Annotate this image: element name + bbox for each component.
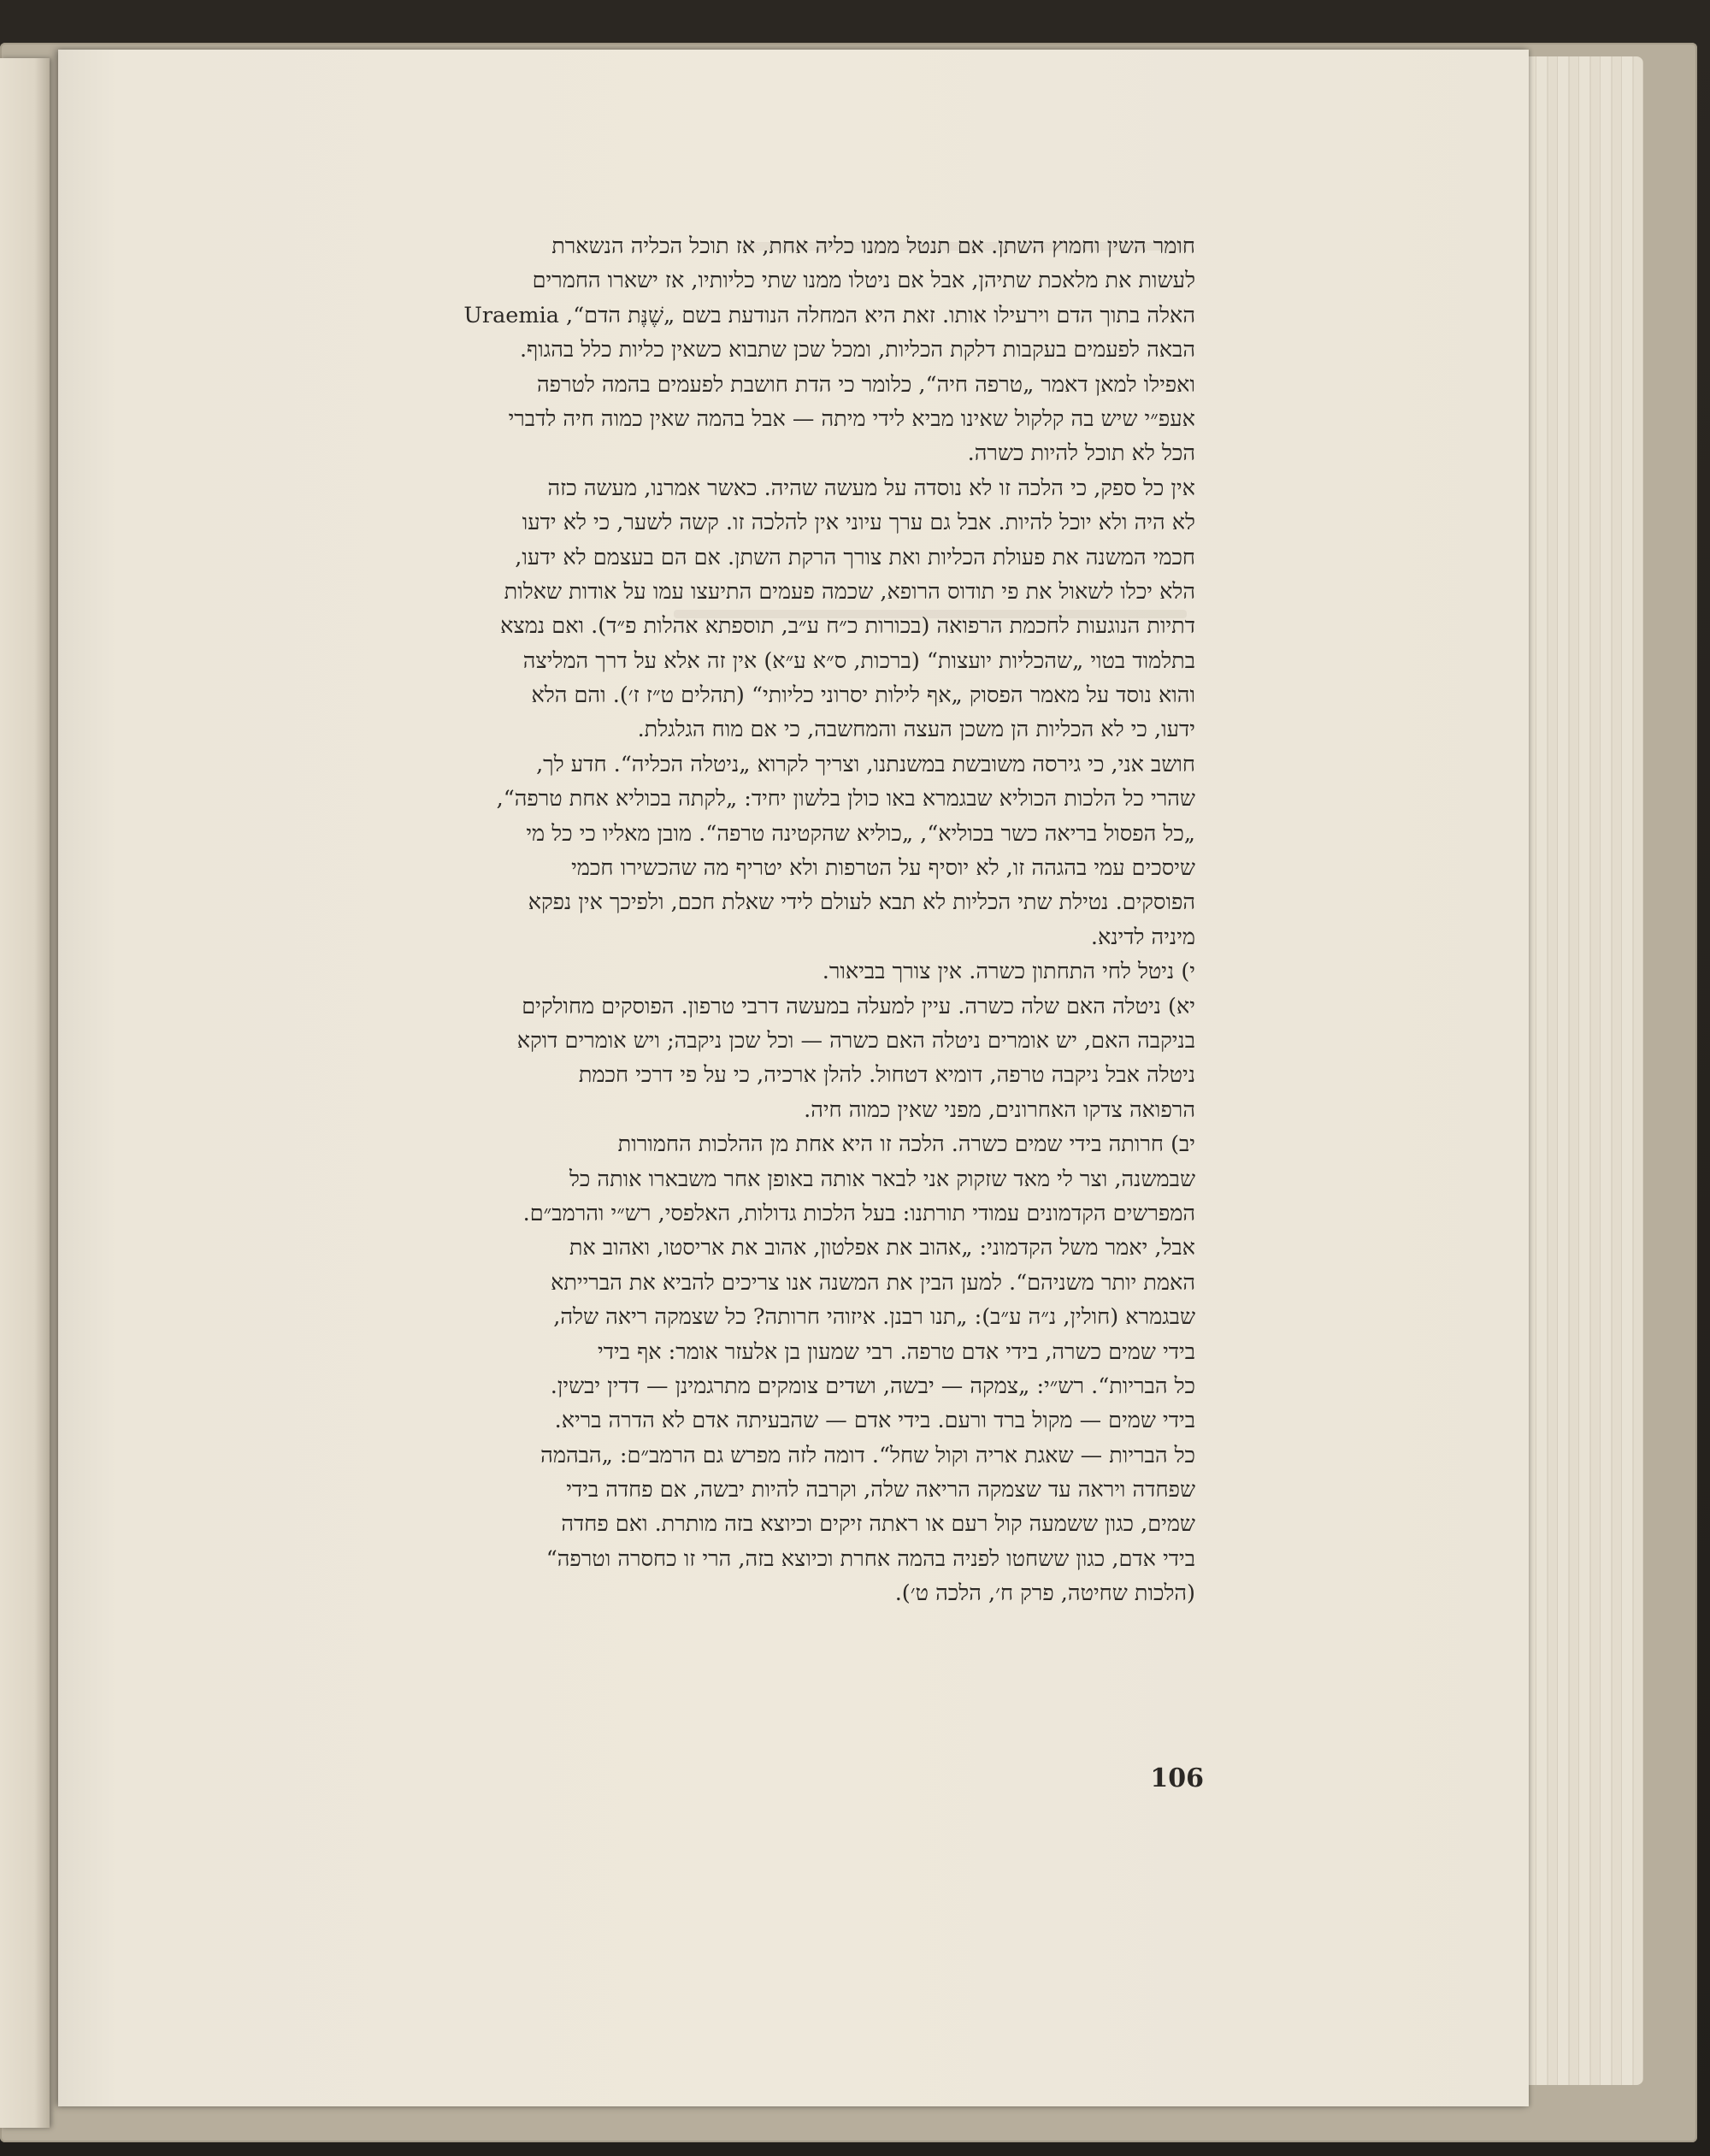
text-line: לא היה ולא יוכל להיות. אבל גם ערך עיוני אין להלכה זו. קשה לשער, כי לא ידעו bbox=[522, 510, 1195, 536]
text-line: חומר השין וחמוץ השתן. אם תנטל ממנו כליה אחת, אז תוכל הכליה הנשארת bbox=[551, 233, 1195, 259]
text-line: שפחדה ויראה עד שצמקה הריאה שלה, וקרבה להיות יבשה, אם פחדה בידי bbox=[566, 1477, 1195, 1503]
text-line: אבל, יאמר משל הקדמוני: „אהוב את אפלטון, אהוב את אריסטו, ואהוב את bbox=[569, 1235, 1195, 1261]
text-line: ניטלה אבל ניקבה טרפה, דומיא דטחול. להלן ארכיה, כי על פי דרכי חכמת bbox=[578, 1062, 1195, 1089]
text-line: שיסכים עמי בהגהה זו, לא יוסיף על הטרפות ולא יטריף מה שהכשירו חכמי bbox=[571, 855, 1195, 882]
text-line: מיניה לדינא. bbox=[1090, 924, 1195, 950]
text-line: בתלמוד בטוי „שהכליות יועצות“ (ברכות, ס״א ע״א) אין זה אלא על דרך המליצה bbox=[522, 647, 1195, 674]
text-line: יא) ניטלה האם שלה כשרה. עיין למעלה במעשה דרבי טרפון. הפוסקים מחולקים bbox=[522, 993, 1195, 1019]
text-line: הפוסקים. נטילת שתי הכליות לא תבא לעולם לידי שאלת חכם, ולפיכך אין נפקא bbox=[528, 889, 1195, 916]
text-line: כל הבריות — שאגת אריה וקול שחל“. דומה לזה מפרש גם הרמב״ם: „הבהמה bbox=[540, 1442, 1195, 1468]
text-line: כל הבריות“. רש״י: „צמקה — יבשה, ושדים צומקים מתרגמינן — דדין יבשין. bbox=[550, 1373, 1195, 1399]
text-line: י) ניטל לחי התחתון כשרה. אין צורך בביאור. bbox=[822, 959, 1195, 985]
text-line: יב) חרותה בידי שמים כשרה. הלכה זו היא אחת מן ההלכות החמורות bbox=[617, 1131, 1195, 1158]
text-line: והוא נוסד על מאמר הפסוק „אף לילות יסרוני כליותי“ (תהלים ט״ז ז׳). והם הלא bbox=[531, 682, 1195, 709]
text-line: בידי שמים כשרה, בידי אדם טרפה. רבי שמעון בן אלעזר אומר: אף בידי bbox=[598, 1338, 1195, 1365]
text-line: שהרי כל הלכות הכוליא שבגמרא באו כולן בלשון יחיד: „לקתה בכוליא אחת טרפה“, bbox=[496, 786, 1195, 812]
text-line: שבגמרא (חולין, נ״ה ע״ב): „תנו רבנן. איזוהי חרותה? כל שצמקה ריאה שלה, bbox=[553, 1304, 1195, 1331]
text-line: חושב אני, כי גירסה משובשת במשנתנו, וצריך לקרוא „ניטלה הכליה“. חדע לך, bbox=[536, 751, 1195, 777]
text-line: הרפואה צדקו האחרונים, מפני שאין כמוה חיה. bbox=[804, 1096, 1195, 1123]
text-line: בניקבה האם, יש אומרים ניטלה האם כשרה — וכל שכן ניקבה; ויש אומרים דוקא bbox=[516, 1027, 1195, 1054]
text-line: האמת יותר משניהם“. למען הבין את המשנה אנו צריכים להביא את הברייתא bbox=[551, 1269, 1195, 1296]
page-text bbox=[203, 229, 1195, 1611]
text-line: „כל הפסול בריאה כשר בכוליא“, „כוליא שהקטינה טרפה“. מובן מאליו כי כל מי bbox=[526, 820, 1195, 847]
text-line: חכמי המשנה את פעולת הכליות ואת צורך הרקת השתן. אם הם בעצמם לא ידעו, bbox=[515, 544, 1195, 570]
book-page bbox=[58, 50, 1529, 2106]
text-line: בידי שמים — מקול ברד ורעם. בידי אדם — שהבעיתה אדם לא הדרה בריא. bbox=[554, 1408, 1195, 1434]
text-line: ואפילו למאן דאמר „טרפה חיה“, כלומר כי הדת חושבת לפעמים בהמה לטרפה bbox=[536, 371, 1195, 398]
text-line: הבאה לפעמים בעקבות דלקת הכליות, ומכל שכן שתבוא כשאין כליות כלל בהגוף. bbox=[519, 337, 1195, 363]
text-line: הלא יכלו לשאול את פי תודוס הרופא, שכמה פעמים התיעצו עמו על אודות שאלות bbox=[504, 578, 1195, 605]
text-line: דתיות הנוגעות לחכמת הרפואה (בכורות כ״ח ע״ב, תוספתא אהלות פ״ד). ואם נמצא bbox=[500, 613, 1195, 640]
text-line: שמים, כגון ששמעה קול רעם או ראתה זיקים וכיוצא בזה מותרת. ואם פחדה bbox=[561, 1511, 1195, 1538]
text-line: הכל לא תוכל להיות כשרה. bbox=[967, 440, 1195, 467]
text-line: ידעו, כי לא הכליות הן משכן העצה והמחשבה, כי אם מוח הגלגלת. bbox=[637, 717, 1195, 743]
left-page-edge bbox=[0, 58, 50, 2128]
text-line: בידי אדם, כגון ששחטו לפניה בהמה אחרת וכיוצא בזה, הרי זו כחסרה וטרפה“ bbox=[545, 1545, 1195, 1572]
text-line: שבמשנה, וצר לי מאד שזקוק אני לבאר אותה באופן אחר משבארו אותה כל bbox=[569, 1166, 1195, 1192]
text-line: המפרשים הקדמונים עמודי תורתנו: בעל הלכות גדולות, האלפסי, רש״י והרמב״ם. bbox=[522, 1200, 1195, 1226]
text-line: לעשות את מלאכת שתיהן, אבל אם ניטלו ממנו שתי כליותיו, אז ישארו החמרים bbox=[532, 268, 1195, 294]
text-line: (הלכות שחיטה, פרק ח׳, הלכה ט׳). bbox=[894, 1580, 1195, 1607]
text-line: האלה בתוך הדם וירעילו אותו. זאת היא המחלה הנודעת בשם „שֶׁנֶּת הדם“, Uraemia bbox=[463, 302, 1195, 328]
page-edges bbox=[1515, 56, 1643, 2085]
text-line: אין כל ספק, כי הלכה זו לא נוסדה על מעשה שהיה. כאשר אמרנו, מעשה כזה bbox=[547, 475, 1195, 501]
text-line: אעפ״י שיש בה קלקול שאינו מביא לידי מיתה — אבל בהמה שאין כמוה חיה לדברי bbox=[508, 405, 1195, 432]
page-number: 106 bbox=[1150, 1763, 1204, 1793]
